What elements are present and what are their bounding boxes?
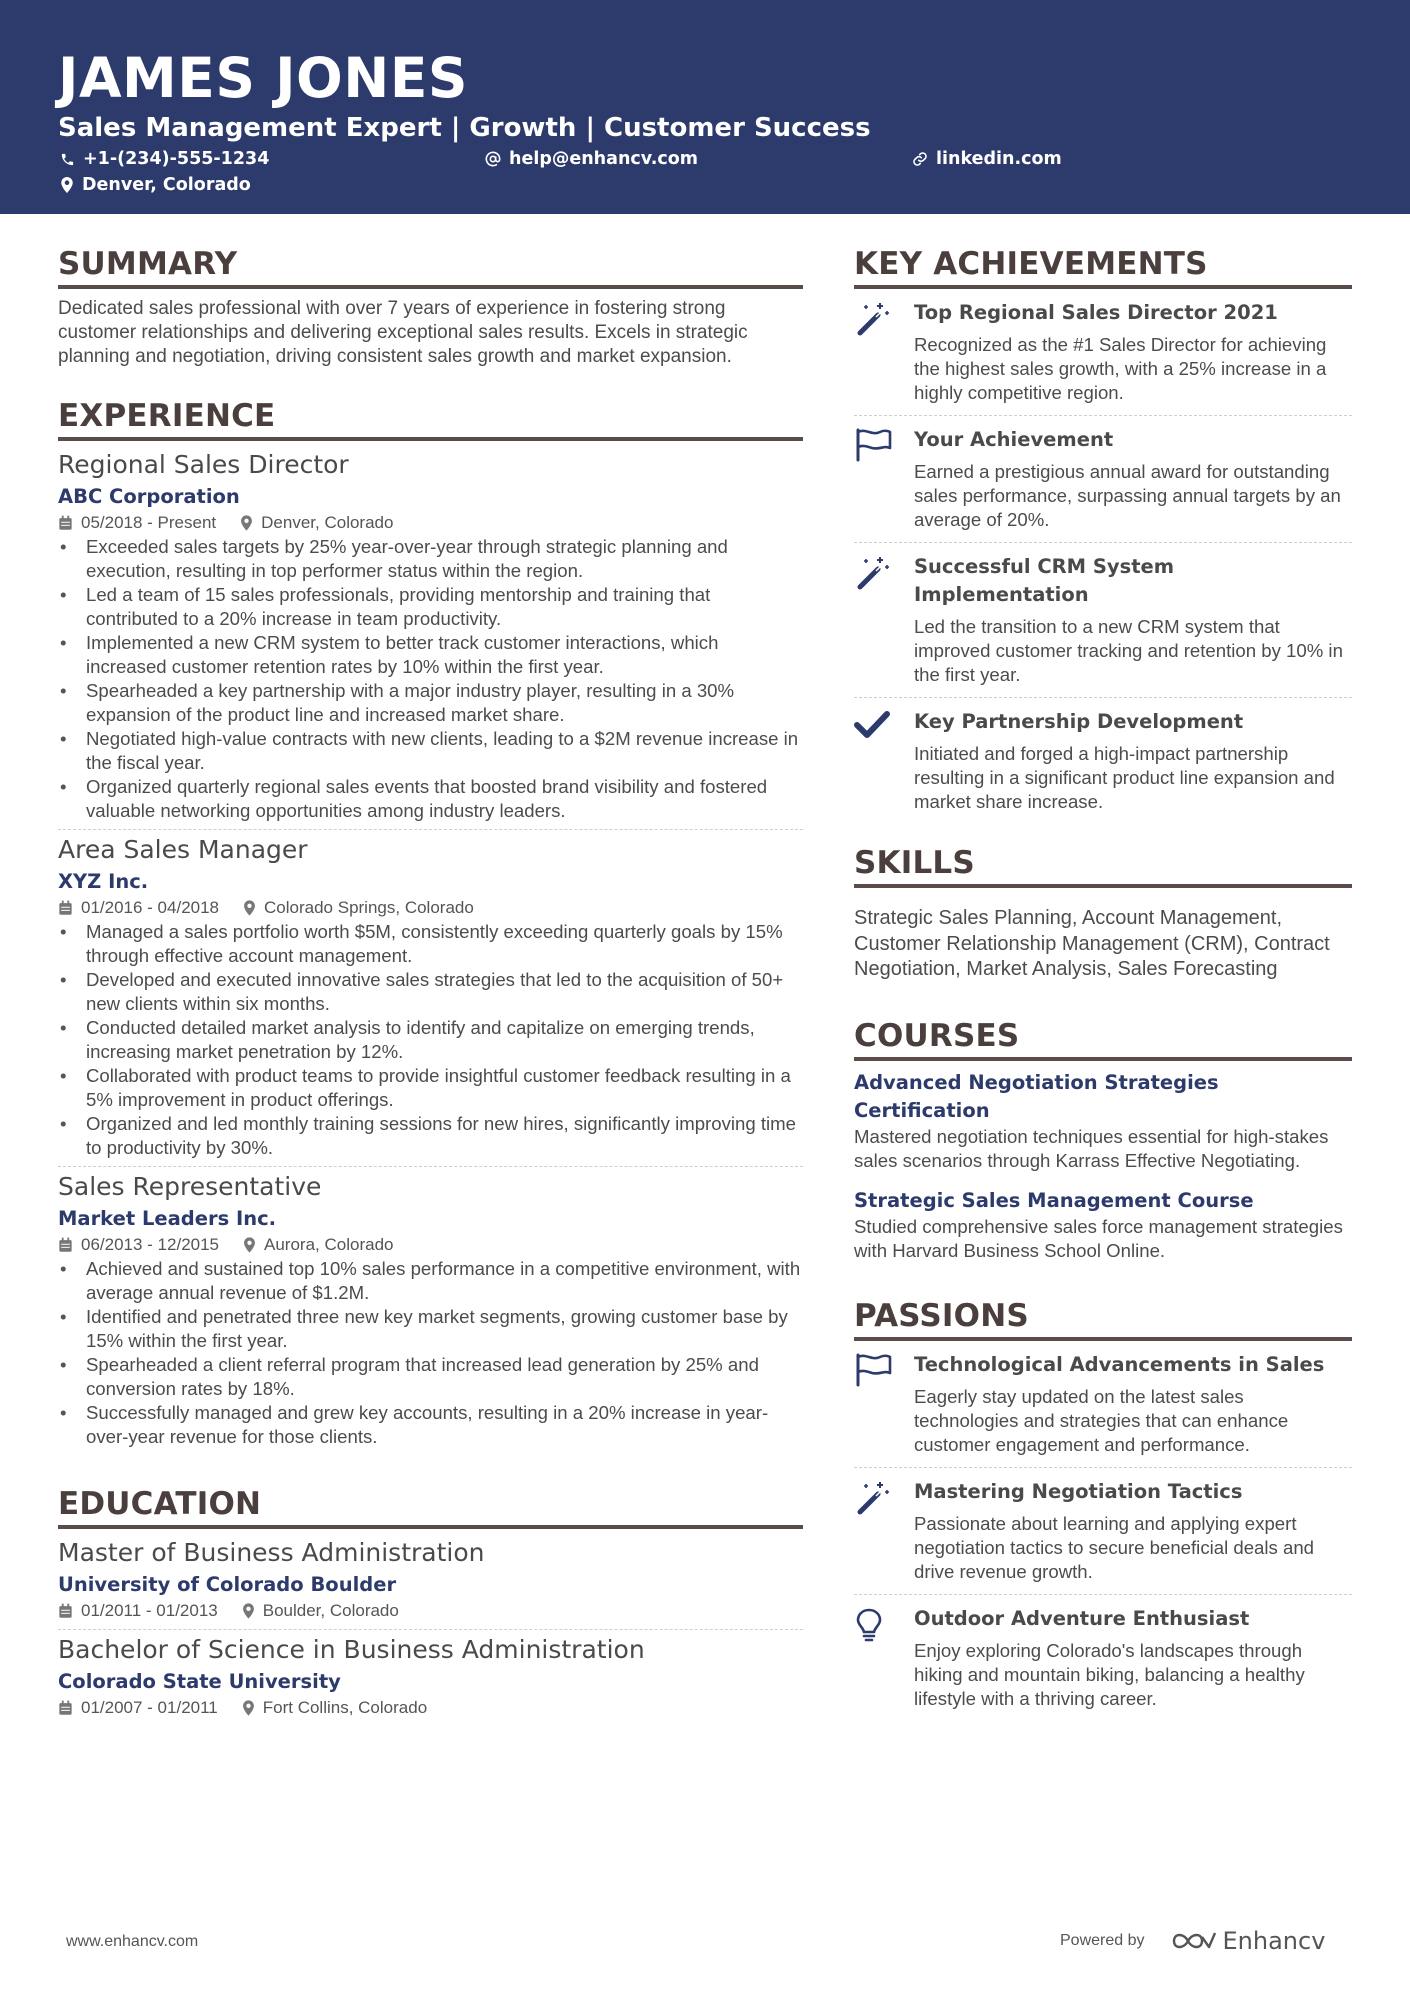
candidate-title: Sales Management Expert | Growth | Customer Success [58, 113, 871, 143]
passion-title: Mastering Negotiation Tactics [914, 1479, 1243, 1503]
achievement-item [854, 542, 1352, 697]
lightbulb-icon [854, 1607, 884, 1643]
education-location: Boulder, Colorado [262, 1601, 399, 1620]
candidate-name: JAMES JONES [58, 46, 469, 110]
phone-text: +1-(234)-555-1234 [83, 149, 270, 169]
bullet-item: • Achieved and sustained top 10% sales performance in a competitive environment, with average annual revenue of $1.2M. [58, 1257, 803, 1305]
magic-wand-icon [854, 555, 890, 591]
job-role: Regional Sales Director [58, 450, 349, 479]
skills-heading: SKILLS [854, 844, 1352, 888]
footer-powered-by [1060, 1927, 1325, 1955]
job-dates: 01/2016 - 04/2018 [81, 898, 220, 917]
bullet-item: • Identified and penetrated three new key market segments, growing customer base by 15% within the first year. [58, 1305, 803, 1353]
footer-brand: Enhancv [1222, 1927, 1326, 1955]
experience-section [58, 397, 803, 1455]
job-location: Colorado Springs, Colorado [264, 898, 474, 917]
bullet-item: • Spearheaded a key partnership with a major industry player, resulting in a 30% expansion of the product line and increased market share. [58, 679, 803, 727]
achievement-item [854, 289, 1352, 415]
achievement-desc: Recognized as the #1 Sales Director for achieving the highest sales growth, with a 25% increase in a highly competitive region. [914, 334, 1327, 403]
location-pin-icon [243, 1237, 256, 1253]
course-item [854, 1187, 1352, 1263]
job-meta [58, 896, 803, 920]
resume-header [0, 0, 1410, 214]
calendar-icon [58, 1237, 73, 1253]
job-bullets [58, 1257, 803, 1449]
achievement-title: Successful CRM System Implementation [914, 555, 1175, 606]
education-location: Fort Collins, Colorado [262, 1698, 428, 1717]
job-bullets [58, 920, 803, 1160]
passion-item [854, 1467, 1352, 1594]
achievement-desc: Led the transition to a new CRM system that improved customer tracking and retention by 10% in the first year. [914, 616, 1343, 685]
summary-section [58, 245, 803, 369]
education-degree: Bachelor of Science in Business Administration [58, 1635, 645, 1664]
bullet-item: • Negotiated high-value contracts with new clients, leading to a $2M revenue increase in the fiscal year. [58, 727, 803, 775]
bullet-item: • Collaborated with product teams to provide insightful customer feedback resulting in a 5% improvement in product offerings. [58, 1064, 803, 1112]
job-dates: 05/2018 - Present [81, 513, 217, 532]
link-icon [912, 151, 928, 167]
location-pin-icon [242, 1603, 255, 1619]
contact-email[interactable] [485, 148, 698, 170]
passion-title: Technological Advancements in Sales [914, 1352, 1325, 1376]
flag-icon [854, 1353, 892, 1387]
education-school: University of Colorado Boulder [58, 1573, 397, 1596]
job-company: Market Leaders Inc. [58, 1207, 277, 1230]
passion-desc: Enjoy exploring Colorado's landscapes through hiking and mountain biking, balancing a healthy lifestyle with a thriving career. [914, 1639, 1305, 1709]
at-sign-icon [485, 151, 501, 167]
powered-by-label: Powered by [1060, 1932, 1145, 1949]
summary-heading: SUMMARY [58, 245, 803, 289]
course-title: Strategic Sales Management Course [854, 1188, 1254, 1212]
education-meta [58, 1696, 803, 1720]
job-role: Sales Representative [58, 1172, 322, 1201]
bullet-item: • Led a team of 15 sales professionals, providing mentorship and training that contributed to a 20% increase in team productivity. [58, 583, 803, 631]
achievement-desc: Earned a prestigious annual award for outstanding sales performance, surpassing annual targets by an average of 20%. [914, 461, 1341, 530]
course-desc: Mastered negotiation techniques essential for high-stakes sales scenarios through Karrass Effective Negotiating. [854, 1125, 1329, 1171]
contact-linkedin[interactable] [912, 148, 1062, 170]
bullet-item: • Spearheaded a client referral program that increased lead generation by 25% and conversion rates by 18%. [58, 1353, 803, 1401]
job-company: ABC Corporation [58, 485, 240, 508]
job-entry [58, 441, 803, 829]
contact-phone [60, 148, 269, 170]
education-degree: Master of Business Administration [58, 1538, 485, 1567]
enhancv-logo-icon [1171, 1929, 1217, 1953]
left-column [58, 245, 803, 1726]
job-entry [58, 1166, 803, 1455]
skills-text: Strategic Sales Planning, Account Management, Customer Relationship Management (CRM), Contract Negotiation, Market Analysis, Sales Forecasting [854, 907, 1330, 980]
skills-section [854, 844, 1352, 983]
checkmark-icon [854, 710, 890, 740]
experience-heading: EXPERIENCE [58, 397, 803, 441]
passion-item [854, 1341, 1352, 1467]
education-meta [58, 1599, 803, 1623]
job-bullets [58, 535, 803, 823]
contact-location [60, 174, 251, 196]
location-pin-icon [60, 177, 74, 193]
achievement-title: Key Partnership Development [914, 710, 1244, 733]
location-pin-icon [242, 1700, 255, 1716]
email-link[interactable]: help@enhancv.com [509, 149, 699, 169]
passions-section [854, 1297, 1352, 1721]
education-school: Colorado State University [58, 1670, 341, 1693]
passion-title: Outdoor Adventure Enthusiast [914, 1606, 1250, 1630]
course-item [854, 1069, 1352, 1173]
achievements-section [854, 245, 1352, 824]
job-meta [58, 511, 803, 535]
calendar-icon [58, 515, 73, 531]
magic-wand-icon [854, 301, 890, 337]
education-entry [58, 1529, 803, 1629]
location-pin-icon [243, 900, 256, 916]
linkedin-link[interactable]: linkedin.com [936, 149, 1062, 169]
education-section [58, 1485, 803, 1726]
achievements-heading: KEY ACHIEVEMENTS [854, 245, 1352, 289]
job-dates: 06/2013 - 12/2015 [81, 1235, 220, 1254]
magic-wand-icon [854, 1480, 890, 1516]
course-desc: Studied comprehensive sales force management strategies with Harvard Business School Online. [854, 1215, 1343, 1261]
achievement-item [854, 415, 1352, 542]
job-meta [58, 1233, 803, 1257]
education-heading: EDUCATION [58, 1485, 803, 1529]
education-entry [58, 1629, 803, 1726]
location-pin-icon [240, 515, 253, 531]
achievement-desc: Initiated and forged a high-impact partnership resulting in a significant product line expansion and market share increase. [914, 743, 1335, 812]
summary-text: Dedicated sales professional with over 7 years of experience in fostering strong customer relationships and delivering exceptional sales results. Excels in strategic planning and negotiation, driving consistent sales growth and market expansion. [58, 298, 748, 367]
bullet-item: • Organized and led monthly training sessions for new hires, significantly improving time to productivity by 30%. [58, 1112, 803, 1160]
phone-icon [60, 152, 75, 167]
achievement-item [854, 697, 1352, 824]
education-dates: 01/2011 - 01/2013 [81, 1601, 218, 1620]
achievement-title: Top Regional Sales Director 2021 [914, 301, 1278, 324]
passions-heading: PASSIONS [854, 1297, 1352, 1341]
bullet-item: • Implemented a new CRM system to better track customer interactions, which increased customer retention rates by 10% within the first year. [58, 631, 803, 679]
education-dates: 01/2007 - 01/2011 [81, 1698, 218, 1717]
job-company: XYZ Inc. [58, 870, 149, 893]
right-column [854, 245, 1352, 1721]
achievement-title: Your Achievement [914, 428, 1114, 451]
bullet-item: • Organized quarterly regional sales events that boosted brand visibility and fostered valuable networking opportunities among industry leaders. [58, 775, 803, 823]
passion-desc: Passionate about learning and applying expert negotiation tactics to secure beneficial deals and drive revenue growth. [914, 1512, 1315, 1582]
bullet-item: • Conducted detailed market analysis to identify and capitalize on emerging trends, increasing market penetration by 12%. [58, 1016, 803, 1064]
calendar-icon [58, 1603, 73, 1619]
passion-item [854, 1594, 1352, 1721]
passion-desc: Eagerly stay updated on the latest sales technologies and strategies that can enhance customer engagement and performance. [914, 1385, 1289, 1455]
job-location: Denver, Colorado [261, 513, 394, 532]
job-role: Area Sales Manager [58, 835, 308, 864]
calendar-icon [58, 900, 73, 916]
location-text: Denver, Colorado [82, 175, 251, 195]
flag-icon [854, 428, 892, 462]
courses-section [854, 1017, 1352, 1263]
bullet-item: • Developed and executed innovative sales strategies that led to the acquisition of 50+ new clients within six months. [58, 968, 803, 1016]
course-title: Advanced Negotiation Strategies Certification [854, 1070, 1219, 1122]
bullet-item: • Exceeded sales targets by 25% year-over-year through strategic planning and execution, resulting in top performer status within the region. [58, 535, 803, 583]
courses-heading: COURSES [854, 1017, 1352, 1061]
job-location: Aurora, Colorado [264, 1235, 394, 1254]
bullet-item: • Successfully managed and grew key accounts, resulting in a 20% increase in year-over-year revenue for those clients. [58, 1401, 803, 1449]
calendar-icon [58, 1700, 73, 1716]
job-entry [58, 829, 803, 1166]
footer-website[interactable]: www.enhancv.com [66, 1933, 199, 1950]
bullet-item: • Managed a sales portfolio worth $5M, consistently exceeding quarterly goals by 15% through effective account management. [58, 920, 803, 968]
